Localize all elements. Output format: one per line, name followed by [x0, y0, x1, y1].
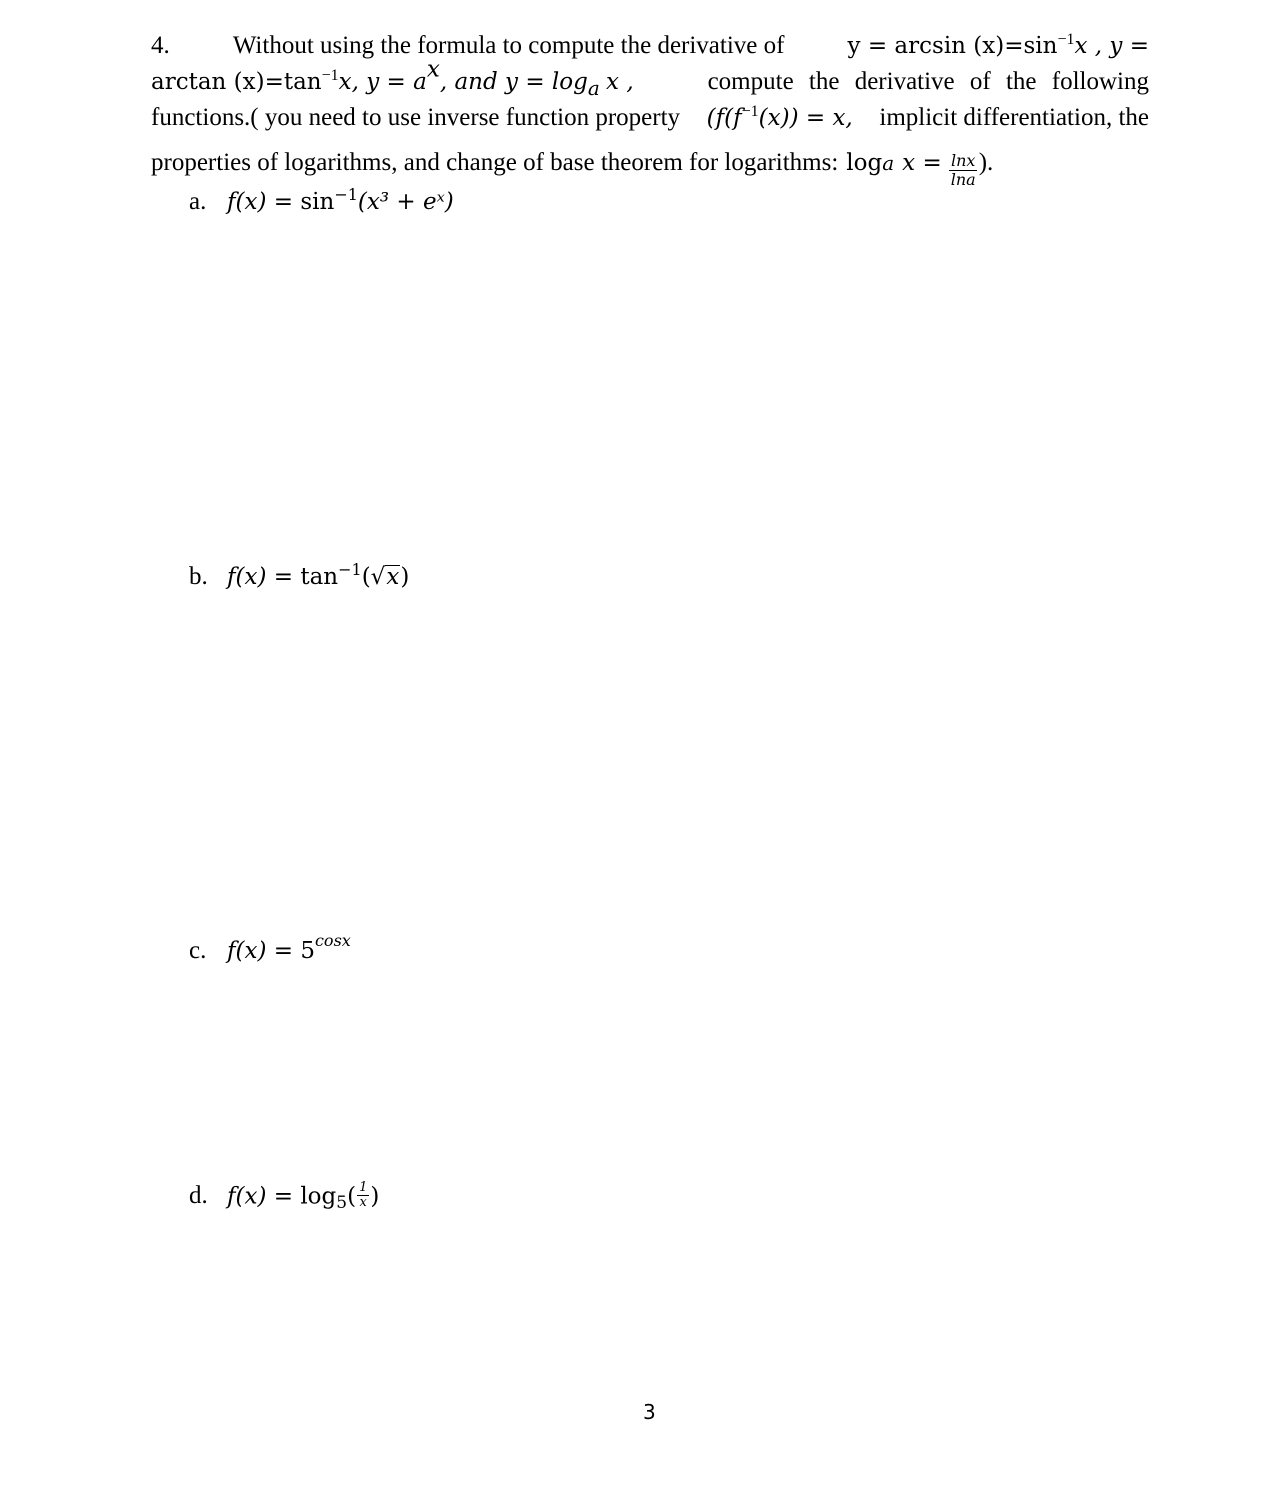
part-a-label: a. — [189, 188, 207, 215]
line1-math-a: y = arcsin (x)=sin — [847, 33, 1058, 59]
part-d-open-paren: ( — [347, 1183, 357, 1209]
problem-statement — [151, 28, 1149, 193]
part-c — [189, 931, 351, 965]
line2-math-d: x , — [606, 69, 634, 95]
part-a-arg: (x³ + eˣ) — [357, 189, 454, 215]
part-a-lhs: f(x) = — [227, 189, 301, 215]
change-of-base-fraction — [949, 152, 978, 189]
part-a-expression — [227, 185, 454, 215]
part-c-lhs: f(x) = — [227, 938, 301, 964]
part-d-lhs: f(x) = — [227, 1183, 301, 1209]
line3-math-a: (f(f — [706, 105, 742, 131]
problem-number: 4. — [151, 32, 170, 59]
part-a-sup: −1 — [334, 185, 358, 205]
part-b-open: (√ — [361, 564, 386, 590]
line4-end: ). — [978, 149, 994, 176]
problem-line2-text: compute the derivative of the following — [707, 68, 1149, 95]
part-d-expression — [227, 1179, 380, 1213]
page-number: 3 — [643, 1400, 656, 1424]
line2-sup-a: −1 — [321, 67, 339, 85]
part-b-lhs: f(x) = — [227, 564, 301, 590]
part-d-func: log — [300, 1183, 337, 1209]
part-a — [189, 185, 454, 216]
problem-line-2 — [151, 56, 1149, 100]
line4-math-b: x = — [902, 150, 942, 176]
part-b-func: tan — [300, 564, 339, 590]
line2-math — [151, 56, 634, 100]
problem-line1-text: Without using the formula to compute the derivative of — [232, 32, 785, 59]
problem-line4-text: properties of logarithms, and change of base theorem for logarithms: — [151, 149, 839, 176]
fraction-denominator: lna — [950, 170, 976, 189]
line2-math-a: arctan (x)=tan — [151, 69, 322, 95]
line1-math-b: x , y = — [1074, 33, 1149, 59]
part-b — [189, 560, 410, 591]
problem-line-4: properties of logarithms, and change of base theorem for logarithms: log a x = $\frac{\ln x}{\ln a}$ ). — [151, 145, 1149, 193]
line1-math — [848, 28, 1149, 64]
part-d-frac-den: x — [359, 1194, 367, 1210]
line1-sup: −1 — [1057, 31, 1075, 49]
line3-math — [707, 100, 853, 136]
part-c-base: 5 — [300, 938, 315, 964]
part-b-expression — [227, 560, 410, 590]
part-b-label: b. — [189, 563, 208, 590]
part-b-sup: −1 — [338, 560, 362, 580]
part-d-close-paren: ) — [370, 1183, 380, 1209]
part-b-radicand: x — [386, 564, 400, 590]
problem-line-1 — [151, 28, 1149, 64]
problem-line3-text-a: functions.( you need to use inverse function property — [151, 104, 681, 131]
problem-line3-text-b: implicit differentiation, the — [879, 104, 1149, 131]
line2-sup-b: x — [426, 56, 440, 83]
part-d-fraction — [357, 1181, 369, 1210]
line2-math-b: x, y = a — [338, 69, 427, 95]
part-d — [189, 1179, 380, 1213]
part-d-label: d. — [189, 1182, 208, 1209]
part-c-expression — [227, 931, 351, 964]
line2-base: a — [587, 76, 600, 100]
line2-math-c: , and y = log — [439, 69, 588, 95]
part-a-func: sin — [300, 189, 335, 215]
line3-math-b: (x)) = x, — [758, 105, 853, 131]
part-d-base: 5 — [336, 1192, 348, 1213]
part-b-close: ) — [400, 564, 410, 590]
line4-log: log — [846, 150, 883, 176]
fraction-numerator: lnx — [950, 151, 976, 170]
problem-line-3 — [151, 100, 1149, 136]
part-c-exponent: cosx — [314, 931, 351, 950]
part-d-frac-num: 1 — [359, 1179, 368, 1195]
part-c-label: c. — [189, 937, 207, 964]
line3-sup: −1 — [741, 103, 759, 121]
